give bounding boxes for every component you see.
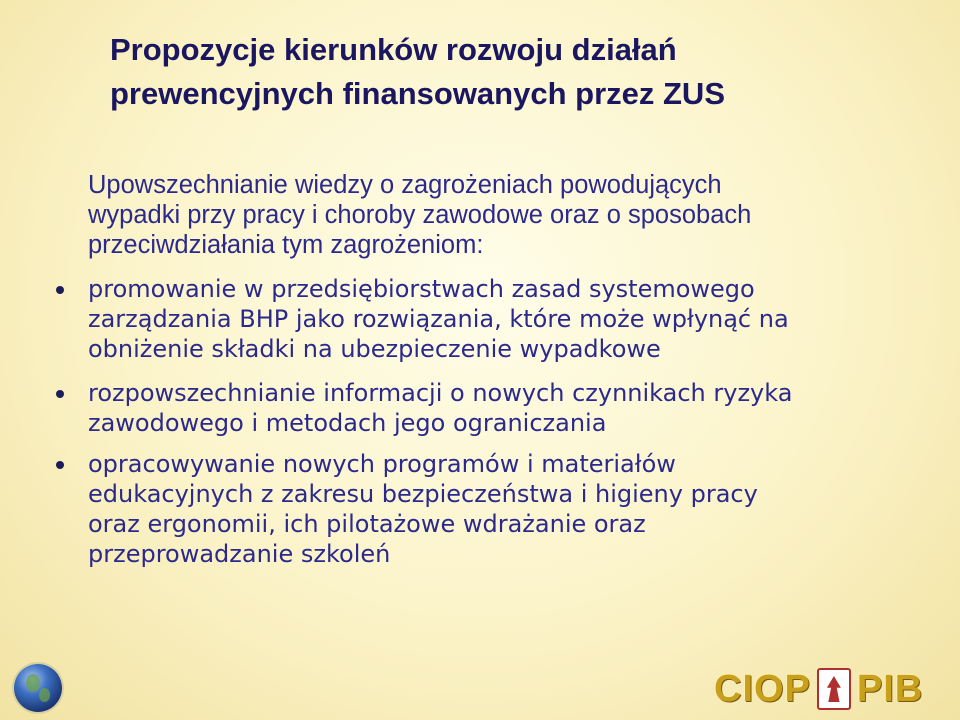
ciop-pib-logo (714, 666, 950, 712)
slide-title-line-2: prewencyjnych finansowanych przez ZUS (110, 76, 725, 111)
bullet-dot-icon (56, 461, 64, 469)
intro-line: wypadki przy pracy i choroby zawodowe oraz o sposobach (88, 201, 752, 229)
bullet-line: obniżenie składki na ubezpieczenie wypadkowe (88, 335, 661, 363)
slide-title-line-1: Propozycje kierunków rozwoju działań (110, 32, 677, 67)
intro-paragraph (88, 170, 928, 260)
bullet-line: opracowywanie nowych programów i materiałów (88, 450, 676, 478)
logo-text-pib: PIB (856, 668, 924, 710)
bullet-line: oraz ergonomii, ich pilotażowe wdrażanie oraz (88, 510, 646, 538)
bullet-item (88, 449, 928, 569)
intro-line: przeciwdziałania tym zagrożeniom: (88, 231, 484, 259)
bullet-line: zarządzania BHP jako rozwiązania, które może wpłynąć na (88, 305, 789, 333)
bullet-dot-icon (56, 286, 64, 294)
ciop-emblem-icon (817, 668, 851, 710)
bullet-line: zawodowego i metodach jego ograniczania (88, 409, 607, 437)
bullet-line: edukacyjnych z zakresu bezpieczeństwa i higieny pracy (88, 480, 758, 508)
bullet-item (88, 378, 928, 438)
bullet-dot-icon (56, 390, 64, 398)
bullet-item (88, 274, 928, 364)
globe-icon (14, 664, 62, 712)
bullet-line: rozpowszechnianie informacji o nowych czynnikach ryzyka (88, 379, 793, 407)
slide-title (110, 28, 910, 116)
bullet-line: przeprowadzanie szkoleń (88, 540, 391, 568)
logo-text-ciop: CIOP (714, 668, 811, 710)
bullet-line: promowanie w przedsiębiorstwach zasad systemowego (88, 275, 755, 303)
intro-line: Upowszechnianie wiedzy o zagrożeniach powodujących (88, 171, 722, 199)
